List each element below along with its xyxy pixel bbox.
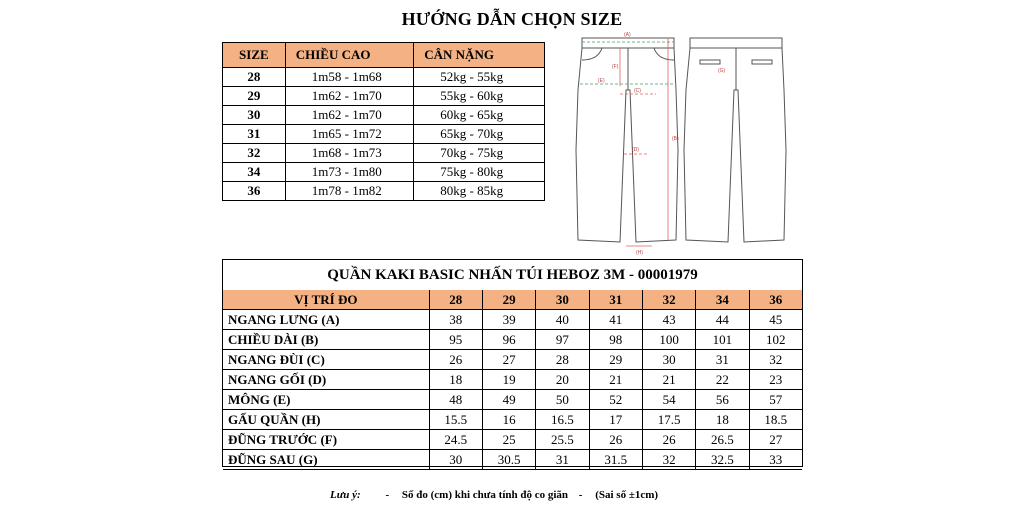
header-size: SIZE bbox=[223, 43, 286, 68]
measurement-value: 22 bbox=[696, 370, 749, 390]
measurement-value: 25 bbox=[482, 430, 535, 450]
measurement-value: 49 bbox=[482, 390, 535, 410]
label-c: (C) bbox=[634, 88, 641, 94]
pants-diagram bbox=[568, 30, 792, 258]
measurement-value: 33 bbox=[749, 450, 802, 470]
measurement-value: 56 bbox=[696, 390, 749, 410]
header-size-col: 29 bbox=[482, 290, 535, 310]
measurement-value: 26 bbox=[589, 430, 642, 450]
header-size-col: 30 bbox=[536, 290, 589, 310]
measurement-value: 16 bbox=[482, 410, 535, 430]
size-cell: 31 bbox=[223, 125, 286, 144]
measurement-value: 98 bbox=[589, 330, 642, 350]
measurement-value: 48 bbox=[429, 390, 482, 410]
measurement-value: 23 bbox=[749, 370, 802, 390]
measurement-value: 26.5 bbox=[696, 430, 749, 450]
note-label: Lưu ý: bbox=[330, 489, 361, 501]
measurement-value: 26 bbox=[642, 430, 695, 450]
size-row bbox=[223, 125, 545, 144]
label-a: (A) bbox=[624, 32, 631, 38]
size-row bbox=[223, 182, 545, 201]
measurement-table-container bbox=[222, 259, 803, 467]
header-size-col: 32 bbox=[642, 290, 695, 310]
size-cell: 28 bbox=[223, 68, 286, 87]
measurement-value: 31 bbox=[696, 350, 749, 370]
header-weight: CÂN NẶNG bbox=[414, 43, 545, 68]
header-size-col: 36 bbox=[749, 290, 802, 310]
label-b: (B) bbox=[672, 136, 679, 142]
measurement-value: 41 bbox=[589, 310, 642, 330]
measurement-value: 32 bbox=[642, 450, 695, 470]
note-dash-2: - bbox=[578, 489, 583, 501]
label-d: (D) bbox=[632, 147, 639, 153]
note-text-1: Số đo (cm) khi chưa tính độ co giãn bbox=[401, 489, 569, 501]
size-table bbox=[222, 42, 545, 201]
measurement-value: 30 bbox=[642, 350, 695, 370]
measurement-value: 30 bbox=[429, 450, 482, 470]
measurement-label: NGANG ĐÙI (C) bbox=[223, 350, 429, 370]
size-cell: 29 bbox=[223, 87, 286, 106]
measurement-table-header bbox=[223, 290, 802, 310]
measurement-value: 50 bbox=[536, 390, 589, 410]
measurement-value: 102 bbox=[749, 330, 802, 350]
note-text-2: (Sai số ±1cm) bbox=[595, 489, 659, 501]
size-row bbox=[223, 87, 545, 106]
measurement-value: 40 bbox=[536, 310, 589, 330]
measurement-value: 32 bbox=[749, 350, 802, 370]
size-cell: 30 bbox=[223, 106, 286, 125]
label-e: (E) bbox=[598, 78, 605, 84]
measurement-row bbox=[223, 430, 802, 450]
measurement-value: 96 bbox=[482, 330, 535, 350]
measurement-row bbox=[223, 350, 802, 370]
label-h: (H) bbox=[636, 250, 643, 256]
measurement-table bbox=[223, 290, 802, 470]
size-table-header bbox=[223, 43, 545, 68]
label-g: (G) bbox=[718, 68, 726, 74]
measurement-label: GẤU QUẦN (H) bbox=[223, 410, 429, 430]
header-size-col: 28 bbox=[429, 290, 482, 310]
measurement-value: 52 bbox=[589, 390, 642, 410]
size-row bbox=[223, 68, 545, 87]
note-dash-1: - bbox=[385, 489, 390, 501]
measurement-label: CHIỀU DÀI (B) bbox=[223, 330, 429, 350]
size-row bbox=[223, 144, 545, 163]
measurement-label: MÔNG (E) bbox=[223, 390, 429, 410]
measurement-value: 27 bbox=[482, 350, 535, 370]
measurement-value: 43 bbox=[642, 310, 695, 330]
height-cell: 1m68 - 1m73 bbox=[285, 144, 414, 163]
measurement-value: 26 bbox=[429, 350, 482, 370]
size-row bbox=[223, 163, 545, 182]
weight-cell: 60kg - 65kg bbox=[414, 106, 545, 125]
front-pants-outline bbox=[576, 38, 678, 242]
measurement-value: 17 bbox=[589, 410, 642, 430]
height-cell: 1m62 - 1m70 bbox=[285, 87, 414, 106]
weight-cell: 80kg - 85kg bbox=[414, 182, 545, 201]
weight-cell: 65kg - 70kg bbox=[414, 125, 545, 144]
measurement-label: ĐŨNG TRƯỚC (F) bbox=[223, 430, 429, 450]
measurement-value: 30.5 bbox=[482, 450, 535, 470]
measurement-table-title: QUẦN KAKI BASIC NHẤN TÚI HEBOZ 3M - 00001979 bbox=[223, 260, 802, 291]
label-f: (F) bbox=[612, 64, 619, 70]
measurement-value: 100 bbox=[642, 330, 695, 350]
size-cell: 36 bbox=[223, 182, 286, 201]
measurement-value: 15.5 bbox=[429, 410, 482, 430]
measurement-value: 17.5 bbox=[642, 410, 695, 430]
measurement-value: 95 bbox=[429, 330, 482, 350]
size-cell: 32 bbox=[223, 144, 286, 163]
measurement-row bbox=[223, 390, 802, 410]
measurement-value: 97 bbox=[536, 330, 589, 350]
measurement-label: NGANG LƯNG (A) bbox=[223, 310, 429, 330]
header-position: VỊ TRÍ ĐO bbox=[223, 290, 429, 310]
height-cell: 1m78 - 1m82 bbox=[285, 182, 414, 201]
height-cell: 1m62 - 1m70 bbox=[285, 106, 414, 125]
measurement-value: 18 bbox=[429, 370, 482, 390]
measurement-value: 18.5 bbox=[749, 410, 802, 430]
measurement-value: 27 bbox=[749, 430, 802, 450]
measurement-value: 21 bbox=[589, 370, 642, 390]
weight-cell: 52kg - 55kg bbox=[414, 68, 545, 87]
measurement-value: 16.5 bbox=[536, 410, 589, 430]
height-cell: 1m65 - 1m72 bbox=[285, 125, 414, 144]
weight-cell: 70kg - 75kg bbox=[414, 144, 545, 163]
measurement-label: ĐŨNG SAU (G) bbox=[223, 450, 429, 470]
measurement-value: 38 bbox=[429, 310, 482, 330]
measurement-value: 25.5 bbox=[536, 430, 589, 450]
measurement-label: NGANG GỐI (D) bbox=[223, 370, 429, 390]
measurement-value: 21 bbox=[642, 370, 695, 390]
page-title: HƯỚNG DẪN CHỌN SIZE bbox=[401, 9, 623, 29]
measurement-value: 19 bbox=[482, 370, 535, 390]
measurement-value: 28 bbox=[536, 350, 589, 370]
measurement-value: 44 bbox=[696, 310, 749, 330]
size-cell: 34 bbox=[223, 163, 286, 182]
measurement-value: 20 bbox=[536, 370, 589, 390]
measurement-value: 101 bbox=[696, 330, 749, 350]
measurement-value: 31 bbox=[536, 450, 589, 470]
header-size-col: 34 bbox=[696, 290, 749, 310]
measurement-value: 39 bbox=[482, 310, 535, 330]
measurement-row bbox=[223, 330, 802, 350]
measurement-value: 31.5 bbox=[589, 450, 642, 470]
header-height: CHIỀU CAO bbox=[285, 43, 414, 68]
measurement-value: 45 bbox=[749, 310, 802, 330]
measurement-value: 54 bbox=[642, 390, 695, 410]
measurement-row bbox=[223, 410, 802, 430]
header-size-col: 31 bbox=[589, 290, 642, 310]
weight-cell: 75kg - 80kg bbox=[414, 163, 545, 182]
measurement-row bbox=[223, 450, 802, 470]
measurement-value: 24.5 bbox=[429, 430, 482, 450]
back-pants-outline bbox=[684, 38, 786, 242]
measurement-value: 57 bbox=[749, 390, 802, 410]
note-line bbox=[330, 489, 658, 501]
measurement-value: 32.5 bbox=[696, 450, 749, 470]
size-row bbox=[223, 106, 545, 125]
height-cell: 1m73 - 1m80 bbox=[285, 163, 414, 182]
measurement-value: 18 bbox=[696, 410, 749, 430]
weight-cell: 55kg - 60kg bbox=[414, 87, 545, 106]
measurement-value: 29 bbox=[589, 350, 642, 370]
height-cell: 1m58 - 1m68 bbox=[285, 68, 414, 87]
measurement-row bbox=[223, 310, 802, 330]
measurement-row bbox=[223, 370, 802, 390]
